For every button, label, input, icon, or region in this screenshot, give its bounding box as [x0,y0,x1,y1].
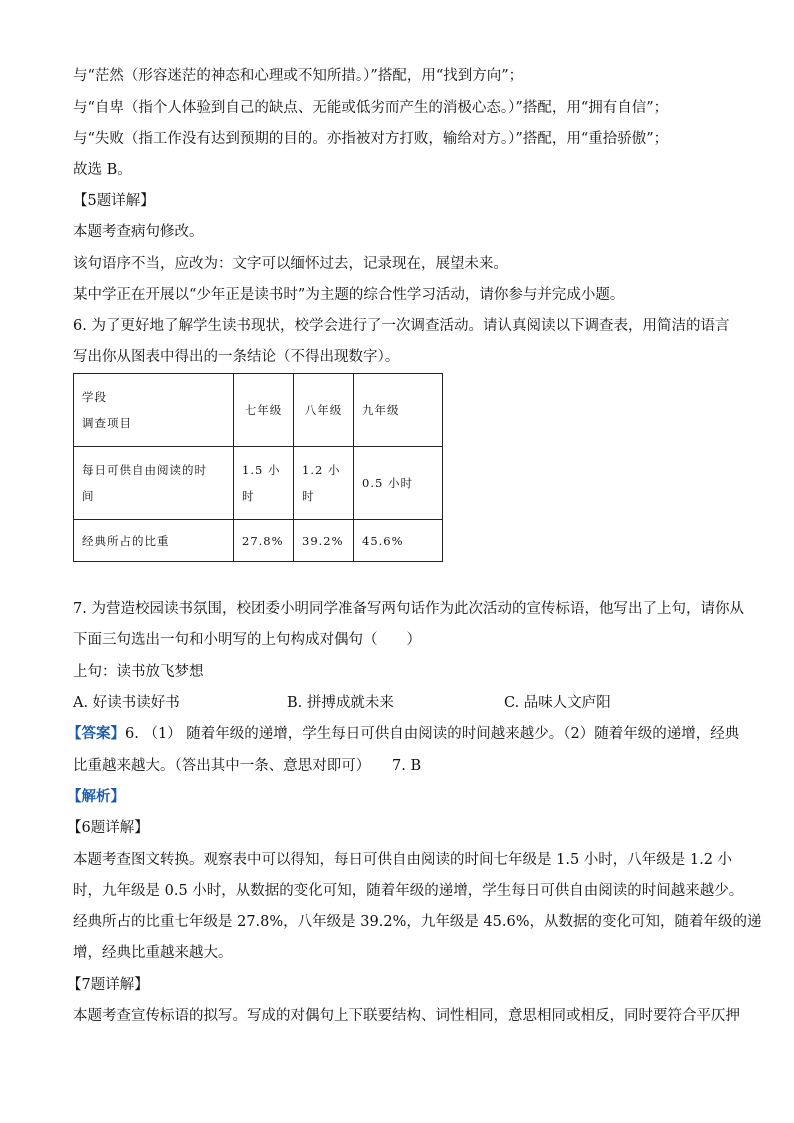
analysis-line: 时，九年级是 0.5 小时，从数据的变化可知，随着年级的递增，学生每日可供自由阅读的时间越来越少。 [73,883,744,899]
paragraph-line: 该句语序不当，应改为：文字可以缅怀过去，记录现在，展望未来。 [73,256,508,272]
section-heading: 【5题详解】 [73,193,155,209]
option-b: B. 拼搏成就未来 [287,695,394,711]
cell-line: 时 [242,489,255,503]
question-6-line: 写出你从图表中得出的一条结论（不得出现数字）。 [73,349,400,365]
table-corner-cell [74,374,234,447]
table-cell: 45.6% [354,520,443,562]
analysis-line: 经典所占的比重七年级是 27.8%，八年级是 39.2%，九年级是 45.6%，从数据的变化可知，随着年级的递 [73,914,762,930]
row-label [74,447,234,520]
option-c: C. 品味人文庐阳 [504,695,611,711]
row-label: 经典所占的比重 [74,520,234,562]
paragraph-line: 某中学正在开展以“少年正是读书时”为主题的综合性学习活动，请你参与并完成小题。 [73,287,625,303]
table-cell: 39.2% [294,520,354,562]
section-heading: 【7题详解】 [67,977,149,993]
grade-header: 七年级 [234,374,294,447]
table-row [74,447,443,520]
analysis-line: 增，经典比重越来越大。 [73,945,233,961]
question-6-line: 6. 为了更好地了解学生读书现状，校学会进行了一次调查活动。请认真阅读以下调查表，用简洁的语言 [73,318,730,334]
grade-header: 八年级 [294,374,354,447]
analysis-line: 本题考查图文转换。观察表中可以得知，每日可供自由阅读的时间七年级是 1.5 小时，八年级是 1.2 小 [73,852,733,868]
paragraph-line: 与“茫然（形容迷茫的神态和心理或不知所措。）”搭配，用“找到方向”； [73,68,524,84]
survey-table [73,373,443,562]
cell-line: 1.2 小 [302,463,341,477]
table-header-row [74,374,443,447]
answer-tag: 【答案】 [67,725,125,742]
paragraph-line: 与“自卑（指个人体验到自己的缺点、无能或低劣而产生的消极心态。）”搭配，用“拥有自信”； [73,100,669,116]
corner-label-grade: 学段 [82,390,107,404]
analysis-line: 本题考查宣传标语的拟写。写成的对偶句上下联要结构、词性相同，意思相同或相反，同时要符合平仄押 [73,1008,740,1024]
analysis-tag: 【解析】 [67,788,125,805]
row-label-line: 间 [82,489,95,503]
cell-line: 1.5 小 [242,463,281,477]
answer-line [67,724,739,744]
table-cell [294,447,354,520]
paragraph-line: 与“失败（指工作没有达到预期的目的。亦指被对方打败，输给对方。）”搭配，用“重拾骄傲”； [73,131,669,147]
row-label-line: 每日可供自由阅读的时 [82,463,207,477]
table-cell [234,447,294,520]
table-row [74,520,443,562]
question-7-line: 上句：读书放飞梦想 [73,664,204,680]
corner-label-item: 调查项目 [82,416,132,430]
answer-text: 6. （1） 随着年级的递增，学生每日可供自由阅读的时间越来越少。（2）随着年级的递增，经典 [125,726,740,742]
table-cell: 0.5 小时 [354,447,443,520]
question-7-line: 7. 为营造校园读书氛围，校团委小明同学准备写两句话作为此次活动的宣传标语，他写出了上句，请你从 [73,601,744,617]
answer-line: 比重越来越大。（答出其中一条、意思对即可） 7. B [73,758,422,774]
cell-line: 时 [302,489,315,503]
question-7-line: 下面三句选出一句和小明写的上句构成对偶句（ ） [73,632,421,648]
section-heading: 【6题详解】 [67,820,149,836]
table-cell: 27.8% [234,520,294,562]
grade-header: 九年级 [354,374,443,447]
option-a: A. 好读书读好书 [73,695,180,711]
paragraph-line: 故选 B。 [73,162,132,178]
paragraph-line: 本题考查病句修改。 [73,224,204,240]
